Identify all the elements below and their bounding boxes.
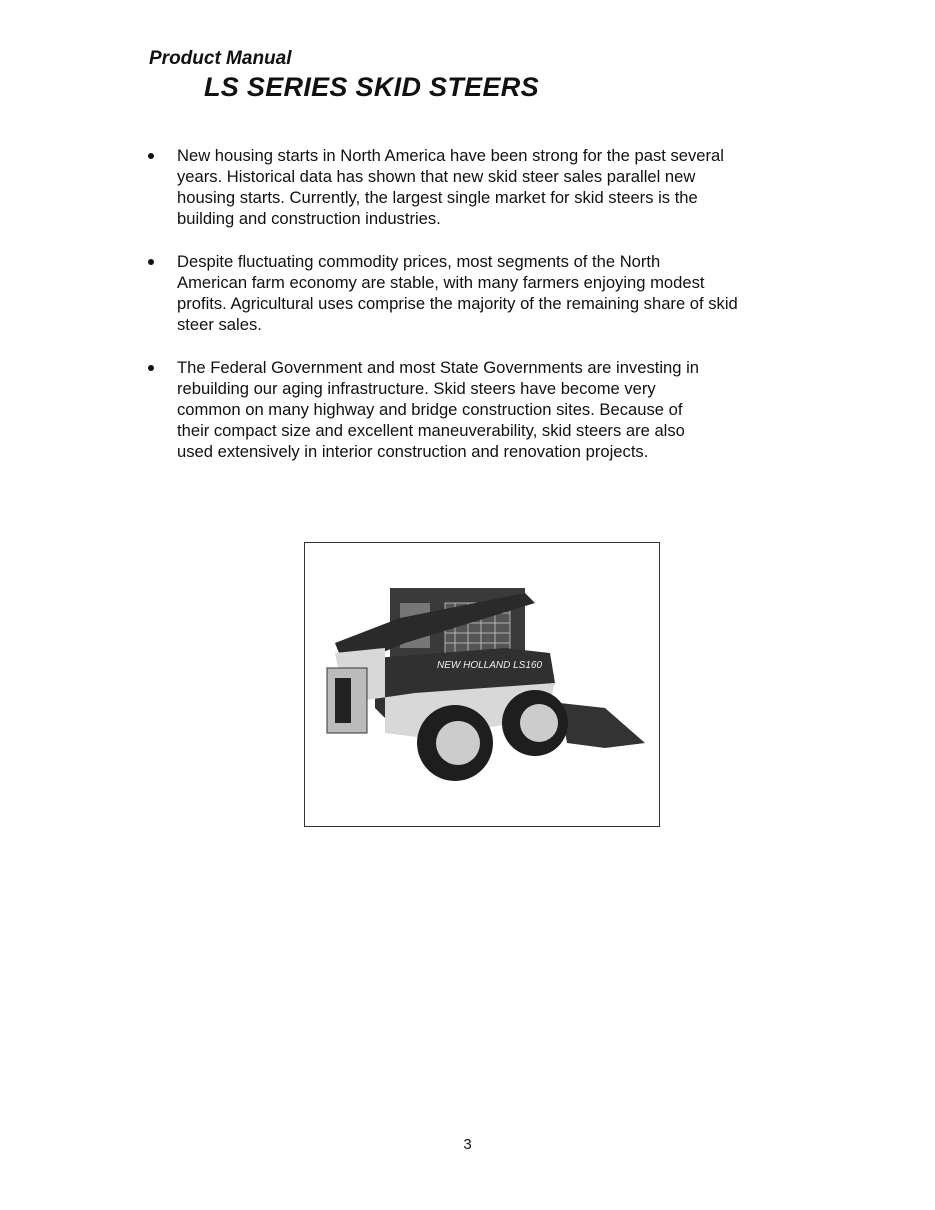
text-line: profits. Agricultural uses comprise the majority of the remaining share of skid — [177, 294, 738, 313]
text-line: common on many highway and bridge construction sites. Because of — [177, 400, 683, 419]
text-line: building and construction industries. — [177, 209, 441, 228]
rear-wheel — [417, 705, 493, 781]
text-line: housing starts. Currently, the largest single market for skid steers is the — [177, 188, 698, 207]
bullet-item — [148, 145, 828, 229]
text-line: years. Historical data has shown that new skid steer sales parallel new — [177, 167, 696, 186]
skid-steer-illustration — [305, 543, 659, 826]
text-line: steer sales. — [177, 315, 262, 334]
bullet-item — [148, 251, 828, 335]
document-subtitle: Product Manual — [149, 48, 292, 69]
text-line: New housing starts in North America have been strong for the past several — [177, 146, 724, 165]
bullet-icon — [148, 259, 154, 265]
text-line: used extensively in interior construction and renovation projects. — [177, 442, 649, 461]
document-title: LS SERIES SKID STEERS — [204, 72, 539, 102]
bucket — [560, 703, 645, 748]
skid-steer-photo — [304, 542, 660, 827]
bullet-icon — [148, 365, 154, 371]
bullet-list — [148, 145, 828, 484]
front-wheel — [502, 690, 568, 756]
text-line: Despite fluctuating commodity prices, most segments of the North — [177, 252, 661, 271]
bullet-icon — [148, 153, 154, 159]
text-line: The Federal Government and most State Governments are investing in — [177, 358, 700, 377]
rear-vent — [335, 678, 351, 723]
page-number: 3 — [463, 1136, 472, 1153]
text-line: rebuilding our aging infrastructure. Skid steers have become very — [177, 379, 656, 398]
text-line: American farm economy are stable, with many farmers enjoying modest — [177, 273, 705, 292]
text-line: their compact size and excellent maneuverability, skid steers are also — [177, 421, 685, 440]
logo-lettering: NEW HOLLAND LS160 — [437, 660, 543, 671]
bullet-item — [148, 357, 828, 462]
